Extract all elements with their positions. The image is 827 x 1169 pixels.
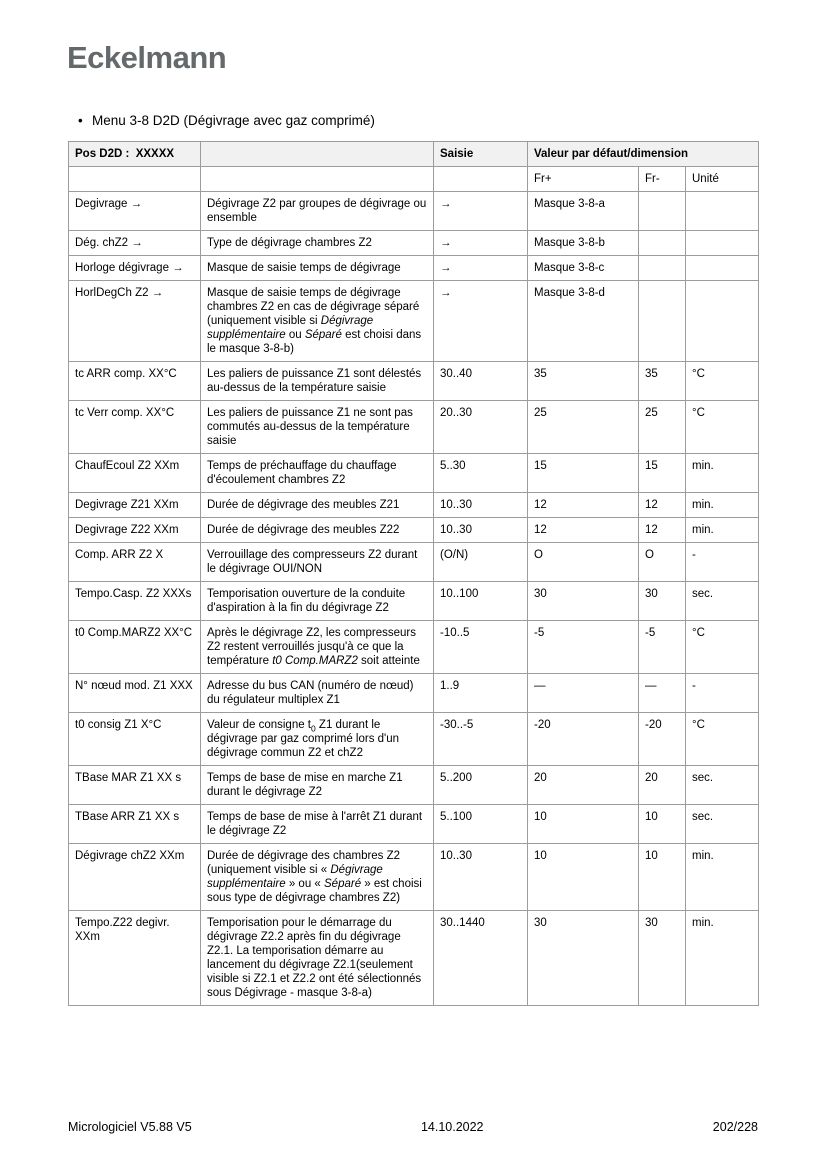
fr-minus-cell: 12 (639, 493, 686, 518)
saisie-cell: 30..1440 (434, 911, 528, 1006)
table-row (69, 805, 759, 844)
header-valeur-defaut: Valeur par défaut/dimension (528, 142, 759, 167)
header-saisie: Saisie (434, 142, 528, 167)
unite-cell: min. (686, 518, 759, 543)
description-cell: Temps de préchauffage du chauffage d'écoulement chambres Z2 (201, 454, 434, 493)
fr-plus-cell: 15 (528, 454, 639, 493)
table-row (69, 401, 759, 454)
saisie-cell: 10..30 (434, 493, 528, 518)
fr-minus-cell: 12 (639, 518, 686, 543)
param-cell: Dég. chZ2 → (69, 231, 201, 256)
description-cell: Après le dégivrage Z2, les compresseurs Z2 restent verrouillés jusqu'à ce que la température t0 Comp.MARZ2 soit atteinte (201, 621, 434, 674)
description-cell: Verrouillage des compresseurs Z2 durant le dégivrage OUI/NON (201, 543, 434, 582)
table-row (69, 454, 759, 493)
table-row (69, 362, 759, 401)
fr-plus-cell: Masque 3-8-d (528, 281, 639, 362)
fr-minus-cell: 15 (639, 454, 686, 493)
description-cell: Durée de dégivrage des chambres Z2 (uniquement visible si « Dégivrage supplémentaire » ou « Séparé » est choisi sous type de dégivrage chambres Z2) (201, 844, 434, 911)
table-row (69, 844, 759, 911)
fr-plus-cell: 10 (528, 805, 639, 844)
param-cell: Comp. ARR Z2 X (69, 543, 201, 582)
description-cell: Les paliers de puissance Z1 sont délestés au-dessus de la température saisie (201, 362, 434, 401)
table-row (69, 543, 759, 582)
saisie-cell: 30..40 (434, 362, 528, 401)
fr-minus-cell (639, 192, 686, 231)
unite-cell: min. (686, 454, 759, 493)
fr-plus-cell: -5 (528, 621, 639, 674)
unite-cell: sec. (686, 805, 759, 844)
unite-cell: sec. (686, 582, 759, 621)
description-cell: Dégivrage Z2 par groupes de dégivrage ou ensemble (201, 192, 434, 231)
unite-cell: °C (686, 401, 759, 454)
description-cell: Temps de base de mise à l'arrêt Z1 durant le dégivrage Z2 (201, 805, 434, 844)
section-heading-text: Menu 3-8 D2D (Dégivrage avec gaz comprimé) (92, 113, 375, 128)
unite-cell (686, 231, 759, 256)
description-cell: Adresse du bus CAN (numéro de nœud) du régulateur multiplex Z1 (201, 674, 434, 713)
fr-minus-cell (639, 281, 686, 362)
saisie-cell: 10..100 (434, 582, 528, 621)
fr-minus-cell: -20 (639, 713, 686, 766)
param-cell: N° nœud mod. Z1 XXX (69, 674, 201, 713)
fr-minus-cell: 10 (639, 844, 686, 911)
param-cell: ChaufEcoul Z2 XXm (69, 454, 201, 493)
fr-minus-cell: O (639, 543, 686, 582)
fr-plus-cell: 10 (528, 844, 639, 911)
table-header-row (69, 142, 759, 167)
table-row (69, 192, 759, 231)
subheader-fr-minus: Fr- (639, 167, 686, 192)
unite-cell: - (686, 674, 759, 713)
fr-plus-cell: 30 (528, 911, 639, 1006)
table-row (69, 713, 759, 766)
param-cell: Degivrage → (69, 192, 201, 231)
unite-cell: min. (686, 844, 759, 911)
param-cell: Tempo.Casp. Z2 XXXs (69, 582, 201, 621)
fr-minus-cell (639, 231, 686, 256)
subheader-empty-3 (434, 167, 528, 192)
param-cell: t0 Comp.MARZ2 XX°C (69, 621, 201, 674)
footer-date: 14.10.2022 (420, 1120, 484, 1134)
page-footer (68, 1120, 758, 1135)
bullet-icon: • (78, 113, 83, 128)
description-cell: Les paliers de puissance Z1 ne sont pas commutés au-dessus de la température saisie (201, 401, 434, 454)
fr-plus-cell: -20 (528, 713, 639, 766)
fr-minus-cell (639, 256, 686, 281)
unite-cell: °C (686, 362, 759, 401)
unite-cell: - (686, 543, 759, 582)
header-empty (201, 142, 434, 167)
subheader-empty-2 (201, 167, 434, 192)
unite-cell (686, 281, 759, 362)
fr-minus-cell: 35 (639, 362, 686, 401)
fr-plus-cell: 35 (528, 362, 639, 401)
saisie-cell: 1..9 (434, 674, 528, 713)
saisie-cell: 10..30 (434, 844, 528, 911)
saisie-cell: 10..30 (434, 518, 528, 543)
fr-minus-cell: — (639, 674, 686, 713)
table-row (69, 256, 759, 281)
eckelmann-logo: Eckelmann (67, 40, 227, 75)
table-row (69, 621, 759, 674)
fr-plus-cell: Masque 3-8-a (528, 192, 639, 231)
table-row (69, 231, 759, 256)
saisie-cell: 5..200 (434, 766, 528, 805)
param-cell: tc ARR comp. XX°C (69, 362, 201, 401)
fr-minus-cell: 30 (639, 582, 686, 621)
fr-minus-cell: 10 (639, 805, 686, 844)
param-cell: Dégivrage chZ2 XXm (69, 844, 201, 911)
description-cell: Temporisation ouverture de la conduite d'aspiration à la fin du dégivrage Z2 (201, 582, 434, 621)
unite-cell (686, 192, 759, 231)
fr-plus-cell: 12 (528, 493, 639, 518)
saisie-cell: 5..100 (434, 805, 528, 844)
description-cell: Temps de base de mise en marche Z1 durant le dégivrage Z2 (201, 766, 434, 805)
param-cell: t0 consig Z1 X°C (69, 713, 201, 766)
fr-minus-cell: 20 (639, 766, 686, 805)
table-row (69, 582, 759, 621)
saisie-cell: 20..30 (434, 401, 528, 454)
fr-minus-cell: -5 (639, 621, 686, 674)
fr-plus-cell: 20 (528, 766, 639, 805)
description-cell: Type de dégivrage chambres Z2 (201, 231, 434, 256)
footer-page-number: 202/228 (712, 1120, 758, 1134)
table-row (69, 281, 759, 362)
fr-plus-cell: O (528, 543, 639, 582)
param-cell: HorlDegCh Z2 → (69, 281, 201, 362)
table-row (69, 766, 759, 805)
saisie-cell: → (434, 231, 528, 256)
table-subheader-row (69, 167, 759, 192)
table-row (69, 518, 759, 543)
subheader-fr-plus: Fr+ (528, 167, 639, 192)
fr-minus-cell: 25 (639, 401, 686, 454)
saisie-cell: → (434, 256, 528, 281)
saisie-cell: -30..-5 (434, 713, 528, 766)
unite-cell: min. (686, 493, 759, 518)
param-cell: TBase ARR Z1 XX s (69, 805, 201, 844)
saisie-cell: → (434, 192, 528, 231)
fr-plus-cell: Masque 3-8-b (528, 231, 639, 256)
table-row (69, 911, 759, 1006)
fr-plus-cell: Masque 3-8-c (528, 256, 639, 281)
param-cell: Degivrage Z21 XXm (69, 493, 201, 518)
fr-plus-cell: — (528, 674, 639, 713)
description-cell: Masque de saisie temps de dégivrage (201, 256, 434, 281)
unite-cell: min. (686, 911, 759, 1006)
param-cell: tc Verr comp. XX°C (69, 401, 201, 454)
param-cell: Horloge dégivrage → (69, 256, 201, 281)
description-cell: Durée de dégivrage des meubles Z22 (201, 518, 434, 543)
fr-plus-cell: 12 (528, 518, 639, 543)
param-cell: TBase MAR Z1 XX s (69, 766, 201, 805)
description-cell: Temporisation pour le démarrage du dégivrage Z2.2 après fin du dégivrage Z2.1. La temporisation démarre au lancement du dégivrage Z2.1(seulement visible si Z2.1 et Z2.2 ont été sélectionnés sous Dégivrage - masque 3-8-a) (201, 911, 434, 1006)
table-body (69, 192, 759, 1006)
subheader-empty-1 (69, 167, 201, 192)
saisie-cell: 5..30 (434, 454, 528, 493)
param-cell: Degivrage Z22 XXm (69, 518, 201, 543)
unite-cell (686, 256, 759, 281)
footer-firmware-version: Micrologiciel V5.88 V5 (68, 1120, 192, 1134)
subheader-unite: Unité (686, 167, 759, 192)
fr-plus-cell: 25 (528, 401, 639, 454)
unite-cell: °C (686, 713, 759, 766)
fr-minus-cell: 30 (639, 911, 686, 1006)
table-row (69, 493, 759, 518)
param-cell: Tempo.Z22 degivr. XXm (69, 911, 201, 1006)
unite-cell: sec. (686, 766, 759, 805)
saisie-cell: (O/N) (434, 543, 528, 582)
saisie-cell: -10..5 (434, 621, 528, 674)
description-cell: Valeur de consigne $t_0$ Z1 durant le dégivrage par gaz comprimé lors d'un dégivrage commun Z2 et chZ2 (201, 713, 434, 766)
description-cell: Durée de dégivrage des meubles Z21 (201, 493, 434, 518)
unite-cell: °C (686, 621, 759, 674)
header-pos-d2d: Pos D2D : XXXXX (69, 142, 201, 167)
description-cell: Masque de saisie temps de dégivrage chambres Z2 en cas de dégivrage séparé (uniquement visible si Dégivrage supplémentaire ou Séparé est choisi dans le masque 3-8-b) (201, 281, 434, 362)
saisie-cell: → (434, 281, 528, 362)
table-row (69, 674, 759, 713)
section-heading (78, 113, 375, 129)
parameter-table (68, 141, 759, 1006)
fr-plus-cell: 30 (528, 582, 639, 621)
